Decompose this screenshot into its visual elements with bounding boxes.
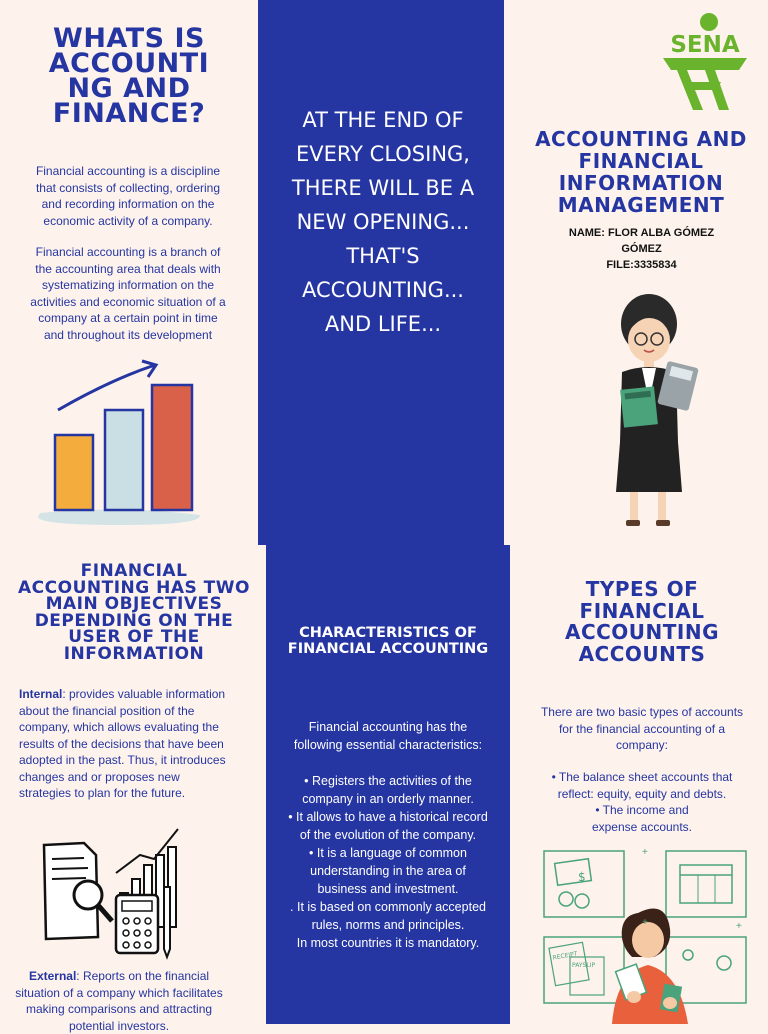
panel-objectives bbox=[0, 545, 266, 1033]
bar-light-blue bbox=[105, 410, 143, 510]
file-number: FILE:3335834 bbox=[606, 259, 677, 271]
panel-what-is-accounting bbox=[0, 0, 258, 545]
external-label: External bbox=[28, 969, 77, 983]
svg-text:SENA: SENA bbox=[670, 32, 740, 58]
definition-paragraph: Financial accounting is a discipline that consists of collecting, ordering and recording information on the economic activity of a company. bbox=[35, 164, 221, 228]
course-title: ACCOUNTING AND FINANCIAL INFORMATION MANAGEMENT bbox=[535, 127, 747, 217]
growth-bar-chart-illustration bbox=[30, 355, 210, 535]
finance-woman-illustration bbox=[538, 845, 752, 1024]
panel-characteristics bbox=[266, 545, 510, 1024]
internal-label: Internal bbox=[19, 687, 63, 701]
characteristic-item: • It allows to have a historical record of the evolution of the company. bbox=[288, 810, 488, 842]
external-objective bbox=[10, 968, 228, 1034]
characteristic-item: • It is a language of common understanding in the area of business and investment. bbox=[309, 846, 467, 896]
bar-orange bbox=[55, 435, 93, 510]
svg-text:PAYSLIP: PAYSLIP bbox=[572, 962, 596, 969]
characteristics-intro: Financial accounting has the following essential characteristics: bbox=[293, 720, 483, 752]
panel-title: WHATS IS ACCOUNTI NG AND FINANCE? bbox=[48, 23, 210, 129]
characteristics-title: CHARACTERISTICS OF FINANCIAL ACCOUNTING bbox=[287, 625, 489, 657]
branch-paragraph: Financial accounting is a branch of the accounting area that deals with systematizing information on the activities and economic situation of a company at a certain point in time and throughout its development bbox=[30, 245, 226, 342]
internal-objective bbox=[19, 686, 229, 802]
account-types-intro: There are two basic types of accounts for the financial accounting of a company: bbox=[540, 705, 744, 752]
trend-arrow bbox=[58, 365, 155, 410]
magnifier-icon bbox=[74, 881, 102, 909]
internal-text: : provides valuable information about the financial position of the company, which allows evaluating the results of the decisions that have been adopted in the past. Thus, it introduces changes and or proposes new strategies to plan for the future. bbox=[19, 687, 226, 800]
svg-text:+: + bbox=[642, 917, 648, 928]
student-name: NAME: FLOR ALBA GÓMEZ GÓMEZ bbox=[568, 227, 715, 255]
external-text: : Reports on the financial situation of a company which facilitates making comparisons and attracting potential investors. bbox=[15, 969, 223, 1033]
panel-cover bbox=[504, 0, 768, 545]
account-type-item: • The income and expense accounts. bbox=[591, 803, 693, 834]
account-type-item: • The balance sheet accounts that reflect: equity, equity and debts. bbox=[551, 770, 733, 801]
characteristics-closing: In most countries it is mandatory. bbox=[296, 936, 480, 950]
account-types-title: TYPES OF FINANCIAL ACCOUNTING ACCOUNTS bbox=[564, 577, 720, 666]
svg-text:+: + bbox=[736, 921, 742, 932]
svg-text:$: $ bbox=[578, 870, 586, 884]
characteristics-body bbox=[284, 718, 492, 952]
panel-quote bbox=[258, 0, 504, 545]
bar-red bbox=[152, 385, 192, 510]
documents-calculator-illustration bbox=[40, 825, 190, 965]
panel-account-types bbox=[510, 545, 768, 1024]
objectives-title: FINANCIAL ACCOUNTING HAS TWO MAIN OBJECTIVES DEPENDING ON THE USER OF THE INFORMATION bbox=[18, 561, 250, 664]
accountant-woman-illustration bbox=[604, 292, 714, 532]
quote-text: AT THE END OF EVERY CLOSING, THERE WILL BE A NEW OPENING... THAT'S ACCOUNTING... AND LIFE... bbox=[291, 108, 475, 336]
svg-text:+: + bbox=[642, 847, 648, 858]
svg-text:RECEIPT: RECEIPT bbox=[552, 950, 578, 962]
characteristic-item: • Registers the activities of the company in an orderly manner. bbox=[302, 774, 474, 806]
sena-logo bbox=[659, 10, 751, 114]
characteristic-item: . It is based on commonly accepted rules, norms and principles. bbox=[290, 900, 486, 932]
